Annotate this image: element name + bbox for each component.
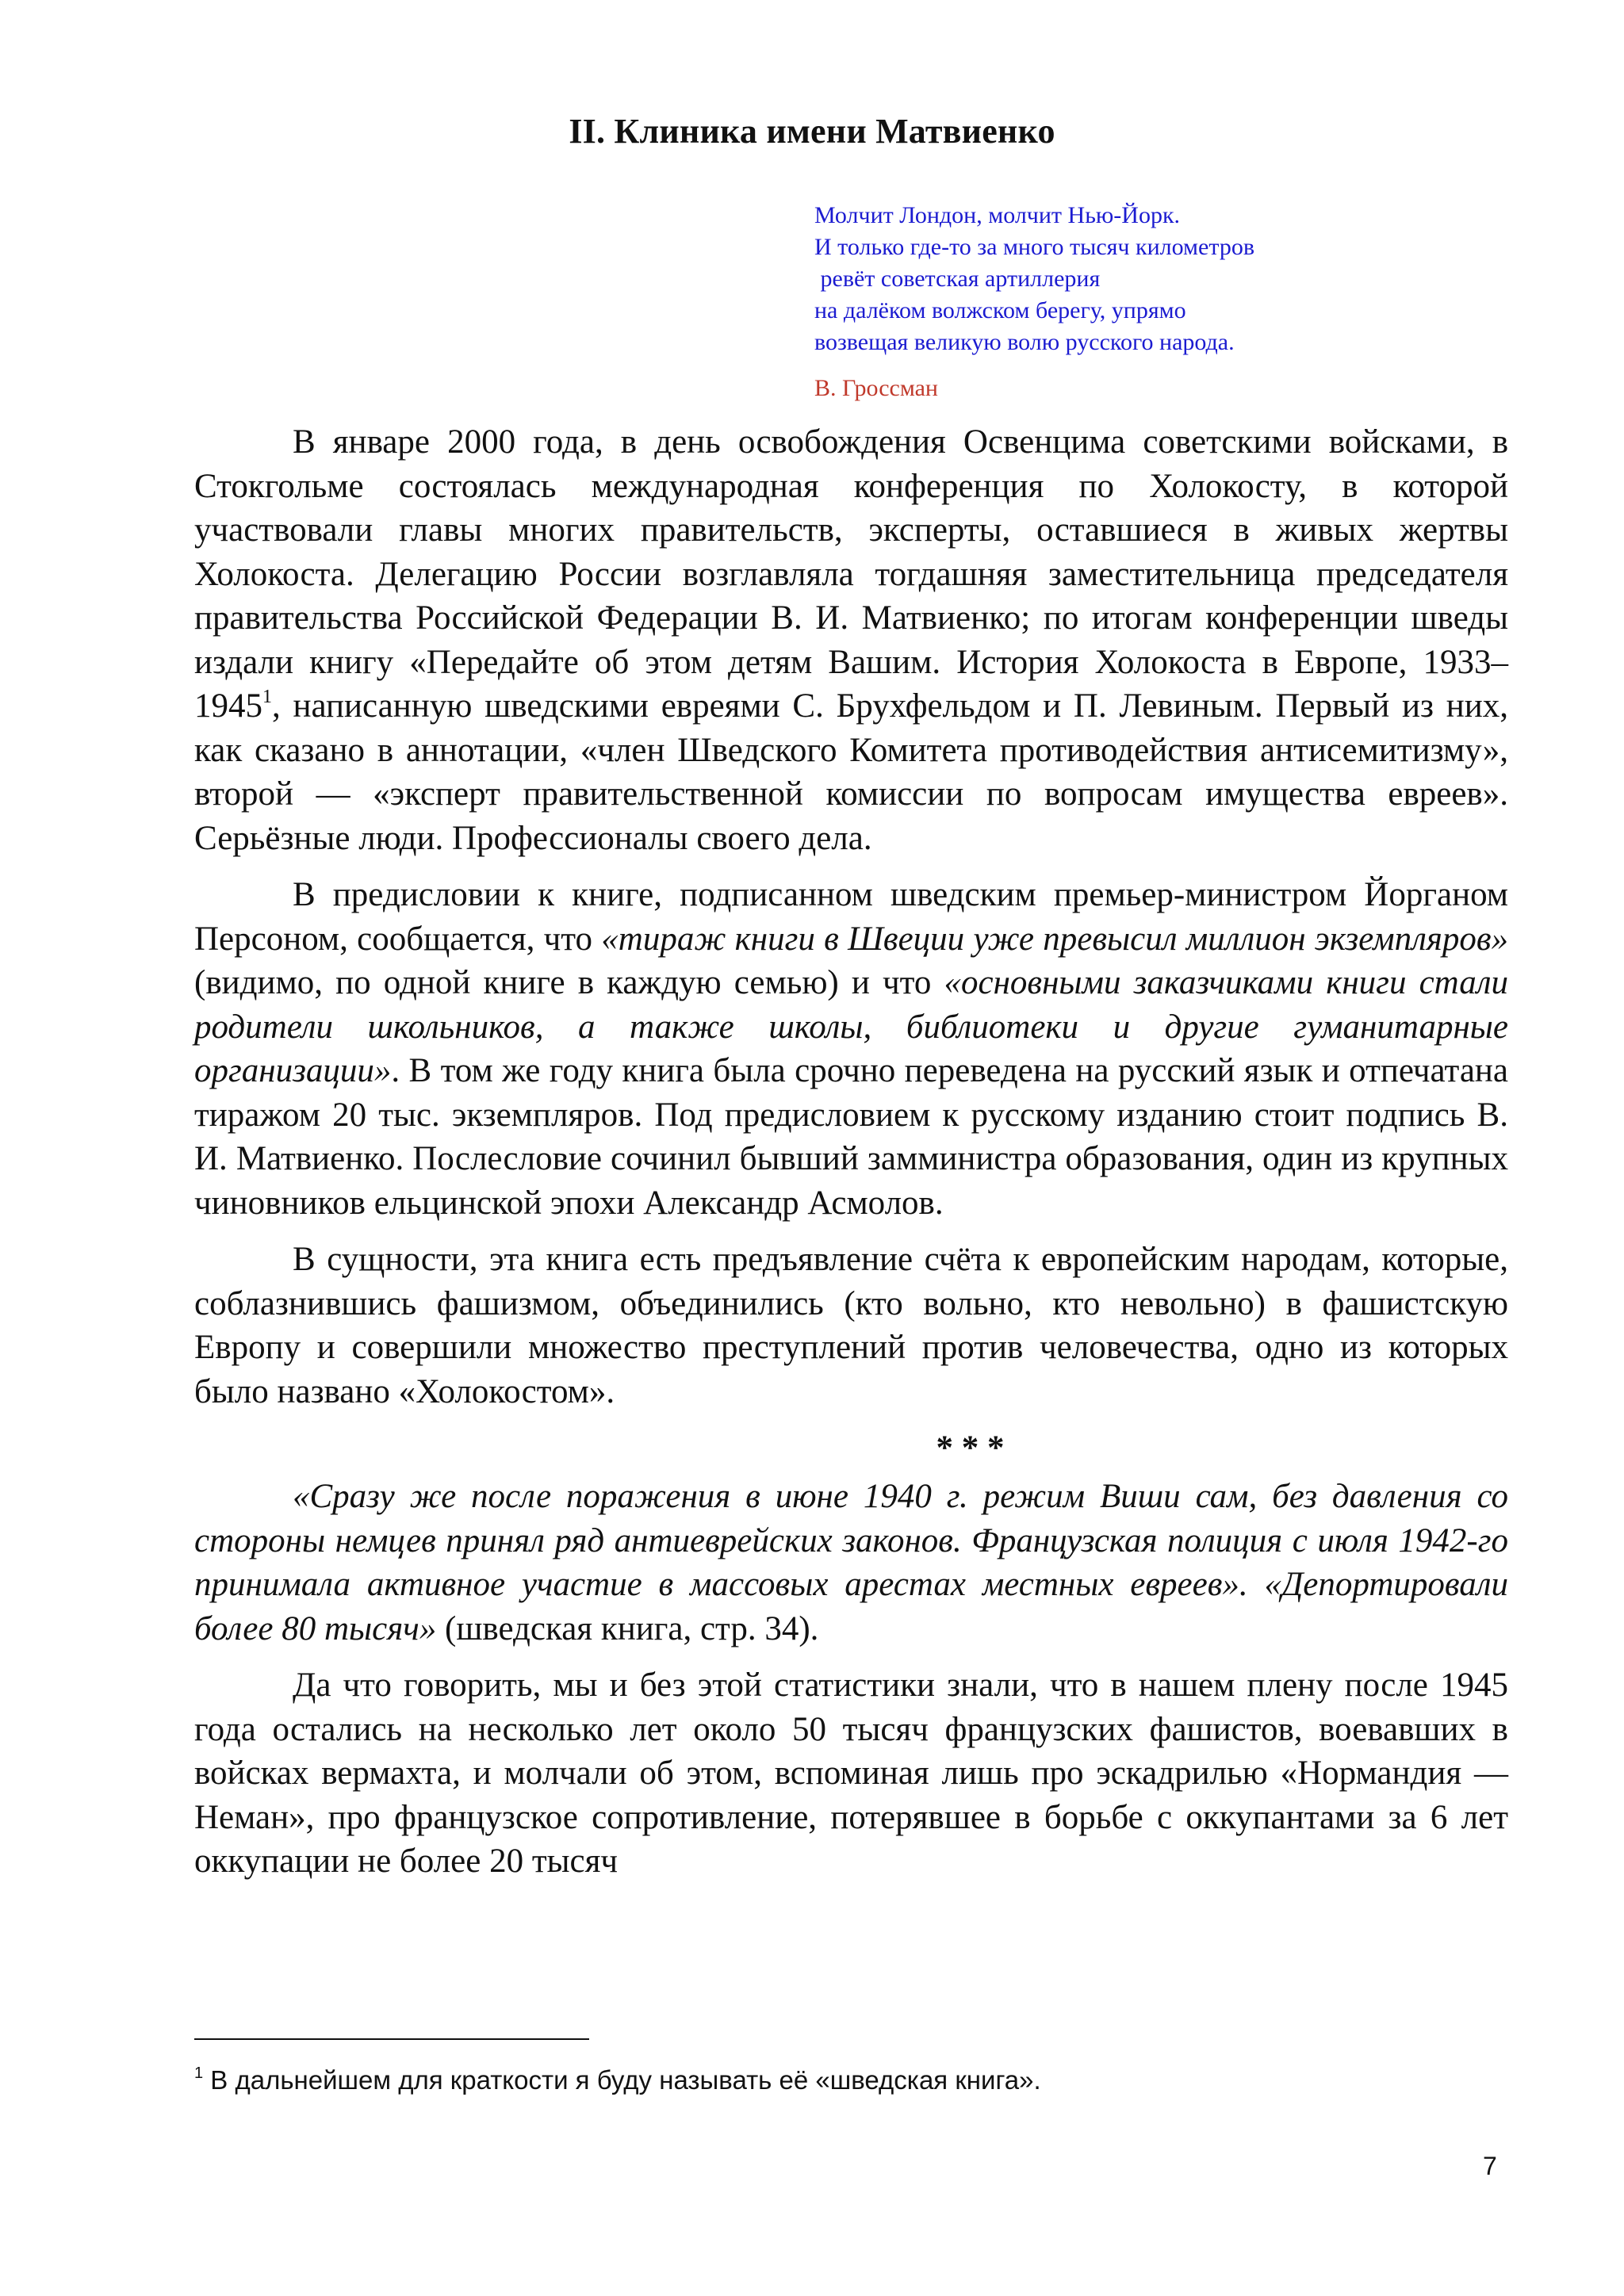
- footnote-text: В дальнейшем для краткости я буду называть её «шведская книга».: [203, 2065, 1041, 2095]
- epigraph: [814, 200, 1528, 358]
- footnote-separator: [194, 2038, 589, 2040]
- page-number: 7: [1483, 2152, 1497, 2180]
- paragraph-text: (шведская книга, стр. 34).: [436, 1609, 819, 1647]
- epigraph-line: на далёком волжском берегу, упрямо: [814, 297, 1186, 323]
- paragraph-text: В предисловии к книге, подписанном шведским премьер-министром Йорганом Персоном, сообщается, что: [194, 876, 1508, 958]
- paragraph-text: , написанную шведскими евреями С. Брухфельдом и П. Левиным. Первый из них, как сказано в аннотации, «член Шведского Комитета противодействия антисемитизму», второй — «эксперт правительственной комиссии по вопросам имущества евреев». Серьёзные люди. Профессионалы своего дела.: [194, 687, 1508, 857]
- body-text: [194, 420, 1508, 1896]
- footnote-marker: 1: [194, 2064, 204, 2082]
- epigraph-author: В. Гроссман: [814, 375, 938, 401]
- epigraph-line: ревёт советская артиллерия: [814, 266, 1101, 292]
- paragraph-4: [194, 1475, 1508, 1651]
- quote-text: «Сразу же после поражения в июне 1940 г. режим Виши сам, без давления со стороны немцев принял ряд антиеврейских законов. Французская полиция с июля 1942-го принимала активное участие в массовых арестах местных евреев». «Депортировали более 80 тысяч»: [194, 1478, 1508, 1647]
- paragraph-5: Да что говорить, мы и без этой статистики знали, что в нашем плену после 1945 года остались на несколько лет около 50 тысяч французских фашистов, воевавших в войсках вермахта, и молчали об этом, вспоминая лишь про эскадрилью «Нормандия — Неман», про французское сопротивление, потерявшее в борьбе с оккупантами за 6 лет оккупации не более 20 тысяч: [194, 1667, 1508, 1880]
- paragraph-3: В сущности, эта книга есть предъявление счёта к европейским народам, которые, соблазнившись фашизмом, объединились (кто вольно, кто невольно) в фашистскую Европу и совершили множество преступлений против человечества, одно из которых было названо «Холокостом».: [194, 1241, 1508, 1410]
- chapter-title: II. Клиника имени Матвиенко: [569, 112, 1055, 151]
- paragraph-text: В январе 2000 года, в день освобождения Освенцима советскими войсками, в Стокгольме состоялась международная конференция по Холокосту, в которой участвовали главы многих правительств, эксперты, оставшиеся в живых жертвы Холокоста. Делегацию России возглавляла тогдашняя заместительница председателя правительства Российской Федерации В. И. Матвиенко; по итогам конференции шведы издали книгу «Передайте об этом детям Вашим. История Холокоста в Европе, 1933–1945: [194, 423, 1508, 725]
- epigraph-line: И только где-то за много тысяч километров: [814, 234, 1254, 260]
- epigraph-line: Молчит Лондон, молчит Нью-Йорк.: [814, 202, 1181, 228]
- paragraph-text: (видимо, по одной книге в каждую семью) и что: [194, 964, 944, 1001]
- paragraph-2: [194, 873, 1508, 1225]
- quote-text: «тираж книги в Швеции уже превысил миллион экземпляров»: [601, 920, 1508, 958]
- section-divider: * * *: [936, 1429, 1005, 1467]
- footnote-reference: 1: [262, 687, 272, 707]
- quote-text: «основными заказчиками книги стали родители школьников, а также школы, библиотеки и другие гуманитарные организации»: [194, 964, 1508, 1089]
- paragraph-1: [194, 420, 1508, 860]
- paragraph-text: . В том же году книга была срочно переведена на русский язык и отпечатана тиражом 20 тыс. экземпляров. Под предисловием к русскому изданию стоит подпись В. И. Матвиенко. Послесловие сочинил бывший замминистра образования, один из крупных чиновников ельцинской эпохи Александр Асмолов.: [194, 1052, 1508, 1222]
- footnote: [194, 2056, 1503, 2098]
- epigraph-line: возвещая великую волю русского народа.: [814, 329, 1235, 355]
